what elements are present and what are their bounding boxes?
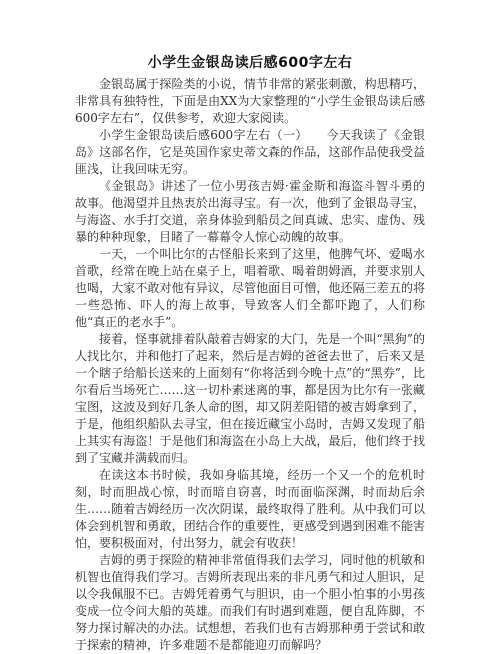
paragraph-story-summary: 《金银岛》讲述了一位小男孩吉姆·霍金斯和海盗斗智斗勇的故事。他渴望并且热衷於出海寻宝。有一次，他到了金银岛寻宝，与海盗、水手打交道，亲身体验到船员之间真诚、忠实、虚伪、残暴的种种现象，目睹了一幕幕令人惊心动魄的故事。 (75, 179, 425, 244)
document-title: 小学生金银岛读后感600字左右 (147, 55, 353, 71)
paragraph-captain-bill: 一天，一个叫比尔的古怪船长来到了这里，他脾气坏、爱喝水首歌，经常在晚上站在桌子上，唱着歌、喝着朗姆酒，并要求别人也喝，大家不敢对他有异议，尽管他面目可憎，他还隔三差五的将一些恐怖、吓人的海上故事，导致客人们全都吓跑了，人们称他“真正的老水手”。 (75, 247, 425, 329)
paragraph-reading-feelings: 在读这本书时候，我如身临其境，经历一个又一个的危机时刻，时而胆战心惊，时而暗自窃喜，时而面临深渊，时而劫后余生……随着吉姆经历一次次阴谋，最终取得了胜利。从中我们可以体会到机智和勇敢，团结合作的重要性，更感受到遇到困难不能害怕，要积极面对，付出努力，就会有收获！ (75, 468, 425, 550)
paragraph-intro: 金银岛属于探险类的小说，情节非常的紧张刺激，构思精巧，非常具有独特性，下面是由XX为大家整理的“小学生金银岛读后感600字左右”，仅供参考，欢迎大家阅读。 (75, 77, 425, 125)
paragraph-lesson: 吉姆的勇于探险的精神非常值得我们去学习，同时他的机敏和机智也值得我们学习。吉姆所表现出来的非凡勇气和过人胆识，足以令我佩服不已。吉姆凭着勇气与胆识，由一个胆小怕事的小男孩变成一位令问大船的英雄。而我们有时遇到难题，便自乱阵脚，不努力探讨解决的办法。试想想，若我们也有吉姆那种勇于尝试和敢于探索的精神，许多难题不是都能迎刃而解吗？ (75, 553, 425, 652)
paragraph-section-one: 小学生金银岛读后感600字左右（一） 今天我读了《金银岛》这部名作，它是英国作家史蒂文森的作品，这部作品使我受益匪浅，让我回味无穷。 (75, 128, 425, 176)
paragraph-treasure-map: 接着，怪事就排着队敲着吉姆家的大门，先是一个叫“黑狗”的人找比尔，并和他打了起来，然后是吉姆的爸爸去世了，后来又是一个瞎子给船长送来的上面刻有“你将活到今晚十点”的“黑券”，比尔看后当场死亡……这一切朴素迷离的事，都是因为比尔有一张藏宝图，这波及到好几条人命的图，却又阴差阳错的被吉姆拿到了，于是，他组织船队去寻宝，但在接近藏宝小岛时，吉姆又发现了船上其实有海盗！于是他们和海盗在小岛上大战，最后，他们终于找到了宝藏并满载而归。 (75, 332, 425, 465)
document-body (75, 76, 425, 654)
